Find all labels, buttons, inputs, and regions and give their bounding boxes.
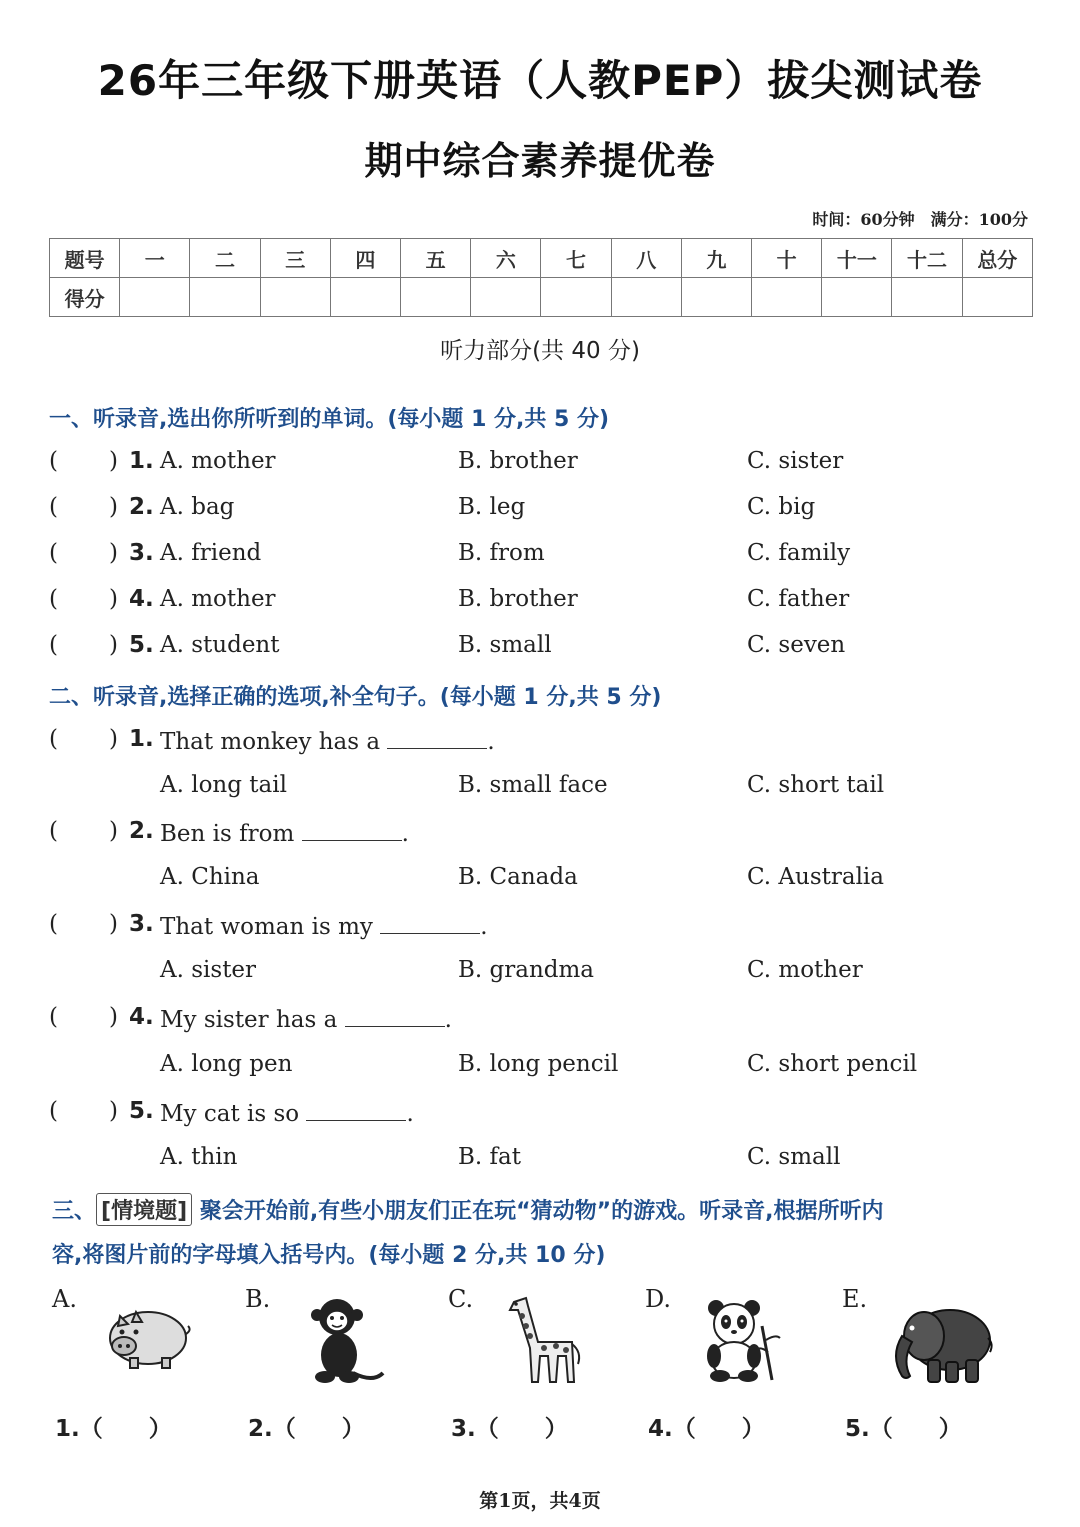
- option-b: B. small face: [458, 772, 608, 798]
- option-a: A. thin: [160, 1144, 238, 1170]
- answer-paren-open[interactable]: (: [49, 540, 58, 566]
- stem-text: My cat is so: [160, 1101, 300, 1127]
- picture-label-d: D.: [645, 1285, 672, 1313]
- fill-blank[interactable]: [387, 726, 487, 749]
- option-c: C. short tail: [747, 772, 885, 798]
- answer-paren-close: ): [109, 540, 118, 566]
- answer-paren-close: ): [109, 1098, 118, 1124]
- option-a: A. student: [160, 632, 280, 658]
- option-a: A. sister: [160, 957, 257, 983]
- exam-title: 26年三年级下册英语（人教PEP）拔尖测试卷: [97, 56, 983, 105]
- answer-paren-close: ): [109, 911, 118, 937]
- pig-icon: [100, 1302, 192, 1372]
- score-input-cell[interactable]: [681, 278, 751, 317]
- option-a: A. mother: [160, 448, 276, 474]
- question-stem: [160, 818, 409, 847]
- option-b: B. leg: [458, 494, 526, 520]
- answer-paren-open[interactable]: (: [49, 1004, 58, 1030]
- score-input-cell[interactable]: [330, 278, 400, 317]
- s2-options-5: [49, 1144, 1049, 1180]
- question-number: 3.: [129, 911, 154, 937]
- picture-label-e: E.: [842, 1285, 868, 1313]
- section2-title: 二、听录音,选择正确的选项,补全句子。(每小题 1 分,共 5 分): [49, 685, 662, 710]
- fill-blank[interactable]: [302, 818, 402, 841]
- score-cell: 十: [752, 239, 822, 278]
- stem-period: .: [406, 1101, 414, 1127]
- score-cell: 一: [120, 239, 190, 278]
- stem-text: That monkey has a: [160, 729, 381, 755]
- score-input-cell[interactable]: [541, 278, 611, 317]
- score-cell-total: 总分: [962, 239, 1032, 278]
- option-c: C. big: [747, 494, 816, 520]
- score-table-header-row: [50, 239, 1033, 278]
- section1-title: 一、听录音,选出你所听到的单词。(每小题 1 分,共 5 分): [49, 407, 610, 432]
- option-a: A. friend: [160, 540, 262, 566]
- score-input-cell[interactable]: [611, 278, 681, 317]
- s1-question-3: [49, 540, 1049, 576]
- stem-period: .: [444, 1007, 452, 1033]
- score-input-cell[interactable]: [260, 278, 330, 317]
- score-input-cell[interactable]: [471, 278, 541, 317]
- time-info: 时间：60分钟 满分：100分: [812, 210, 1028, 229]
- question-number: 3.: [129, 540, 154, 566]
- question-stem: [160, 726, 495, 755]
- score-input-cell[interactable]: [401, 278, 471, 317]
- score-cell-label: 题号: [50, 239, 120, 278]
- answer-paren-open[interactable]: (: [49, 911, 58, 937]
- option-b: B. brother: [458, 586, 578, 612]
- score-cell: 二: [190, 239, 260, 278]
- stem-text: Ben is from: [160, 821, 295, 847]
- option-b: B. fat: [458, 1144, 521, 1170]
- score-cell: 四: [330, 239, 400, 278]
- score-input-cell[interactable]: [120, 278, 190, 317]
- stem-text: My sister has a: [160, 1007, 338, 1033]
- score-input-cell[interactable]: [892, 278, 962, 317]
- option-c: C. father: [747, 586, 850, 612]
- s2-question-3: [49, 911, 1049, 947]
- option-c: C. Australia: [747, 864, 885, 890]
- picture-answer-1[interactable]: 1.（ ）: [55, 1416, 172, 1442]
- answer-paren-close: ): [109, 818, 118, 844]
- option-c: C. family: [747, 540, 851, 566]
- fill-blank[interactable]: [380, 911, 480, 934]
- option-b: B. from: [458, 540, 545, 566]
- question-stem: [160, 1098, 414, 1127]
- answer-paren-open[interactable]: (: [49, 726, 58, 752]
- s1-question-2: [49, 494, 1049, 530]
- s1-question-5: [49, 632, 1049, 668]
- score-input-cell-total[interactable]: [962, 278, 1032, 317]
- answer-paren-open[interactable]: (: [49, 586, 58, 612]
- listening-section-title: 听力部分(共 40 分): [440, 338, 640, 364]
- elephant-icon: [888, 1300, 996, 1388]
- s2-question-1: [49, 726, 1049, 762]
- score-cell: 九: [681, 239, 751, 278]
- option-a: A. bag: [160, 494, 235, 520]
- answer-paren-close: ): [109, 494, 118, 520]
- situational-tag-text: 情境题: [111, 1199, 178, 1224]
- question-number: 1.: [129, 448, 154, 474]
- page-footer: 第1页，共4页: [479, 1490, 601, 1512]
- answer-paren-close: ): [109, 448, 118, 474]
- picture-answer-5[interactable]: 5.（ ）: [845, 1416, 962, 1442]
- option-b: B. Canada: [458, 864, 578, 890]
- question-number: 4.: [129, 1004, 154, 1030]
- answer-paren-open[interactable]: (: [49, 494, 58, 520]
- s1-question-4: [49, 586, 1049, 622]
- stem-period: .: [401, 821, 409, 847]
- fill-blank[interactable]: [306, 1098, 406, 1121]
- option-c: C. mother: [747, 957, 863, 983]
- score-cell-label: 得分: [50, 278, 120, 317]
- s2-options-2: [49, 864, 1049, 900]
- stem-text: That woman is my: [160, 914, 373, 940]
- score-cell: 六: [471, 239, 541, 278]
- question-number: 2.: [129, 818, 154, 844]
- s2-options-1: [49, 772, 1049, 808]
- score-input-cell[interactable]: [822, 278, 892, 317]
- option-a: A. long pen: [160, 1051, 293, 1077]
- option-b: B. brother: [458, 448, 578, 474]
- score-cell: 七: [541, 239, 611, 278]
- option-c: C. small: [747, 1144, 841, 1170]
- situational-tag: [情境题]: [96, 1193, 192, 1226]
- picture-answer-3[interactable]: 3.（ ）: [451, 1416, 568, 1442]
- section3-instruction-1: 聚会开始前,有些小朋友们正在玩“猜动物”的游戏。听录音,根据所听内: [199, 1199, 884, 1224]
- option-b: B. grandma: [458, 957, 595, 983]
- answer-paren-close: ): [109, 1004, 118, 1030]
- panda-icon: [700, 1296, 784, 1384]
- question-number: 5.: [129, 1098, 154, 1124]
- section3-prefix: 三、: [52, 1199, 97, 1224]
- stem-period: .: [480, 914, 488, 940]
- option-c: C. short pencil: [747, 1051, 918, 1077]
- answer-paren-close: ): [109, 586, 118, 612]
- giraffe-icon: [500, 1292, 588, 1390]
- picture-label-c: C.: [448, 1285, 474, 1313]
- answer-paren-close: ): [109, 632, 118, 658]
- s2-options-3: [49, 957, 1049, 993]
- s2-options-4: [49, 1051, 1049, 1087]
- section3-title-line1: [52, 1193, 883, 1226]
- picture-answer-2[interactable]: 2.（ ）: [248, 1416, 365, 1442]
- picture-answer-4[interactable]: 4.（ ）: [648, 1416, 765, 1442]
- answer-paren-close: ): [109, 726, 118, 752]
- s2-question-4: [49, 1004, 1049, 1040]
- section3-title-line2: 容,将图片前的字母填入括号内。(每小题 2 分,共 10 分): [52, 1243, 606, 1268]
- option-c: C. seven: [747, 632, 846, 658]
- monkey-icon: [305, 1295, 387, 1390]
- s2-question-2: [49, 818, 1049, 854]
- score-cell: 五: [401, 239, 471, 278]
- question-number: 2.: [129, 494, 154, 520]
- option-a: A. mother: [160, 586, 276, 612]
- exam-subtitle: 期中综合素养提优卷: [364, 139, 716, 183]
- question-stem: [160, 911, 488, 940]
- score-table: [49, 238, 1033, 317]
- option-a: A. China: [160, 864, 260, 890]
- option-b: B. small: [458, 632, 552, 658]
- option-b: B. long pencil: [458, 1051, 619, 1077]
- score-table-score-row: [50, 278, 1033, 317]
- score-cell: 十一: [822, 239, 892, 278]
- answer-paren-open[interactable]: (: [49, 632, 58, 658]
- question-number: 4.: [129, 586, 154, 612]
- answer-paren-open[interactable]: (: [49, 818, 58, 844]
- option-c: C. sister: [747, 448, 844, 474]
- score-cell: 三: [260, 239, 330, 278]
- option-a: A. long tail: [160, 772, 287, 798]
- question-number: 5.: [129, 632, 154, 658]
- answer-paren-open[interactable]: (: [49, 1098, 58, 1124]
- question-number: 1.: [129, 726, 154, 752]
- picture-label-b: B.: [245, 1285, 271, 1313]
- answer-paren-open[interactable]: (: [49, 448, 58, 474]
- picture-label-a: A.: [52, 1285, 77, 1313]
- question-stem: [160, 1004, 452, 1033]
- score-input-cell[interactable]: [190, 278, 260, 317]
- s1-question-1: [49, 448, 1049, 484]
- fill-blank[interactable]: [345, 1004, 445, 1027]
- s2-question-5: [49, 1098, 1049, 1134]
- score-cell: 八: [611, 239, 681, 278]
- score-input-cell[interactable]: [752, 278, 822, 317]
- stem-period: .: [487, 729, 495, 755]
- score-cell: 十二: [892, 239, 962, 278]
